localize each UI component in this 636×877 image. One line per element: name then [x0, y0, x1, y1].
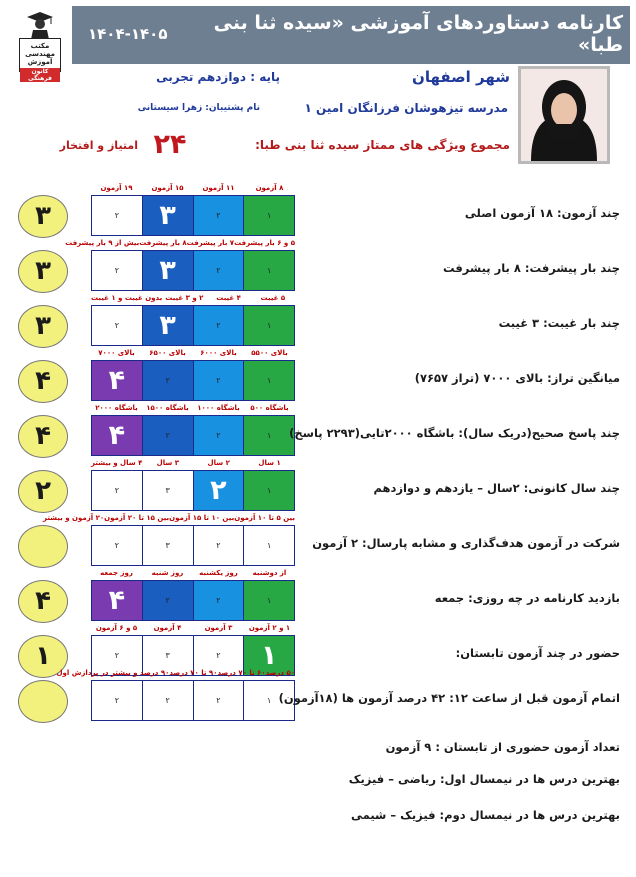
level-label: ۱۵ آزمون [151, 184, 184, 192]
level-labels [91, 294, 295, 305]
level-labels [65, 239, 295, 250]
level-label: روز جمعه [100, 569, 133, 577]
level-cell: ۱ [243, 581, 294, 620]
level-cell: ۱ [243, 361, 294, 400]
level-grid [91, 360, 295, 401]
level-label: بین ۱۵ تا ۲۰ آزمون [104, 514, 170, 522]
level-labels [91, 569, 295, 580]
student-city: شهر اصفهان [412, 68, 510, 86]
level-cell-achieved: ۴ [92, 416, 142, 455]
level-label: ۷ بار پیشرفت [186, 239, 235, 247]
level-cell-achieved: ۲ [193, 471, 244, 510]
row-question: چند پاسخ صحیح(دریک سال): باشگاه ۲۰۰۰تایی(۲۲۹۳ پاسخ) [289, 426, 620, 440]
row-score: ۴ [18, 415, 68, 458]
level-cell: ۲ [193, 416, 244, 455]
level-cell-achieved: ۱ [243, 636, 294, 675]
logo-tag: کانون فرهنگی [20, 68, 60, 82]
level-label: ۸ آزمون [255, 184, 284, 192]
student-grade: پایه : دوازدهم تجربی [156, 70, 280, 84]
level-cell: ۱ [243, 471, 294, 510]
level-label: ۲ و ۳ غیبت [165, 294, 204, 302]
level-cell: ۲ [114, 321, 120, 330]
level-label: ۵ و ۶ بار پیشرفت [234, 239, 295, 247]
row-score [18, 525, 68, 568]
level-label: ۱۱ آزمون [202, 184, 235, 192]
row-question: چند بار غیبت: ۳ غیبت [498, 316, 620, 330]
level-grid [91, 415, 295, 456]
level-label: ۵۰ درصد [265, 669, 295, 677]
logo-line: آموزش [27, 58, 53, 66]
level-cell: ۲ [193, 526, 244, 565]
level-cell: ۱ [243, 416, 294, 455]
level-label: ۱ و ۲ آزمون [248, 624, 291, 632]
level-cell: ۲ [193, 581, 244, 620]
student-photo [518, 66, 610, 164]
level-grid [91, 525, 295, 566]
level-cell-achieved: ۳ [142, 251, 193, 290]
logo-box [19, 38, 61, 82]
level-label: بالای ۶۵۰۰ [149, 349, 186, 357]
level-cell: ۲ [114, 266, 120, 275]
student-school: مدرسه تیزهوشان فرزانگان امین ۱ [304, 101, 508, 115]
title-text: کارنامه دستاوردهای آموزشی «سیده ثنا بنی طبا» [213, 12, 623, 56]
level-grid [91, 195, 295, 236]
row-question: حضور در چند آزمون تابستان: [455, 646, 620, 660]
level-cell: ۱ [243, 681, 294, 720]
level-cell: ۲ [142, 581, 193, 620]
level-label: بالای ۷۰۰۰ [98, 349, 135, 357]
level-cell: ۲ [142, 416, 193, 455]
level-label: بالای ۵۵۰۰ [251, 349, 288, 357]
level-label: بین ۵ تا ۱۰ آزمون [234, 514, 295, 522]
best-subjects-term1: بهترین درس ها در نیمسال اول: ریاضی – فیزیک [348, 772, 620, 786]
level-cell: ۲ [114, 696, 120, 705]
level-label: ۱۹ آزمون [100, 184, 133, 192]
level-cell-achieved: ۳ [142, 196, 193, 235]
level-cell: ۲ [114, 651, 120, 660]
level-label: بین ۱۰ تا ۱۵ آزمون [169, 514, 235, 522]
row-question: بازدید کارنامه در چه روزی: جمعه [434, 591, 620, 605]
level-cell: ۲ [142, 361, 193, 400]
level-cell: ۲ [193, 196, 244, 235]
level-label: ۱ سال [258, 459, 281, 467]
level-cell: ۱ [243, 526, 294, 565]
level-label: ۶۰ تا ۷۰ درصد [217, 669, 266, 677]
row-score: ۱ [18, 635, 68, 678]
level-labels [56, 669, 295, 680]
level-cell: ۲ [193, 636, 244, 675]
level-labels [91, 349, 295, 360]
level-labels [91, 404, 295, 415]
row-question: چند آزمون: ۱۸ آزمون اصلی [464, 206, 620, 220]
achievement-row [0, 241, 636, 298]
row-question: شرکت در آزمون هدف‌گذاری و مشابه پارسال: ۲ آزمون [312, 536, 620, 550]
best-subjects-term2: بهترین درس ها در نیمسال دوم: فیزیک – شیمی [350, 808, 620, 822]
level-cell: ۲ [114, 211, 120, 220]
level-cell: ۲ [193, 251, 244, 290]
row-question: اتمام آزمون قبل از ساعت ۱۲: ۴۲ درصد آزمون ها (۱۸آزمون) [278, 691, 620, 705]
level-cell: ۲ [142, 681, 193, 720]
level-cell: ۲ [114, 541, 120, 550]
achievement-row [0, 671, 636, 728]
level-cell: ۱ [243, 251, 294, 290]
level-label: باشگاه ۱۵۰۰ [146, 404, 189, 412]
level-cell: ۳ [142, 526, 193, 565]
supporter-name: نام پشتیبان: زهرا سیستانی [137, 103, 260, 113]
level-labels [42, 514, 295, 525]
achievement-row [0, 186, 636, 243]
row-score: ۳ [18, 195, 68, 238]
level-label: روز یکشنبه [199, 569, 238, 577]
level-label: ۵ غیبت [260, 294, 286, 302]
achievement-row [0, 351, 636, 408]
level-label: باشگاه ۱۰۰۰ [197, 404, 240, 412]
achievement-row [0, 461, 636, 518]
level-label: ۳ آزمون [204, 624, 233, 632]
level-label: ۹۰ تا ۷۰ درصد [169, 669, 218, 677]
level-label: بدون غیبت و ۱ غیبت [91, 294, 163, 302]
logo-line: مکتب [30, 42, 50, 50]
row-score: ۳ [18, 305, 68, 348]
row-score [18, 680, 68, 723]
level-cell: ۲ [193, 681, 244, 720]
level-label: باشگاه ۲۰۰۰ [95, 404, 138, 412]
report-title [88, 14, 623, 54]
achievement-row [0, 296, 636, 353]
kanoon-logo [15, 10, 65, 82]
level-label: ۴ غیبت [216, 294, 241, 302]
level-label: ۵ و ۶ آزمون [95, 624, 138, 632]
row-score: ۳ [18, 250, 68, 293]
row-question: چند بار پیشرفت: ۸ بار پیشرفت [443, 261, 620, 275]
level-label: باشگاه ۵۰۰ [250, 404, 289, 412]
level-label: ۳ سال [156, 459, 179, 467]
level-cell-achieved: ۴ [92, 361, 142, 400]
level-label: روز شنبه [151, 569, 184, 577]
level-label: ۲۰ آزمون و بیشتر [42, 514, 105, 522]
points-label: امتیاز و افتخار [59, 139, 138, 152]
level-labels [91, 459, 295, 470]
row-question: میانگین تراز: بالای ۷۰۰۰ (تراز ۷۶۵۷) [414, 371, 620, 385]
year-range: ۱۴۰۴-۱۴۰۵ [88, 25, 168, 43]
level-grid [91, 305, 295, 346]
level-labels [91, 624, 295, 635]
level-cell: ۲ [193, 306, 244, 345]
achievement-row [0, 406, 636, 463]
level-cell: ۱ [243, 196, 294, 235]
total-features-label: مجموع ویژگی های ممتاز سیده ثنا بنی طبا: [255, 138, 510, 152]
level-label: از دوشنبه [252, 569, 287, 577]
row-score: ۴ [18, 580, 68, 623]
level-label: ۴ آزمون [153, 624, 182, 632]
level-label: بیش از ۹ بار پیشرفت [65, 239, 140, 247]
row-score: ۲ [18, 470, 68, 513]
achievement-row [0, 571, 636, 628]
level-cell-achieved: ۴ [92, 581, 142, 620]
level-label: ۸ بار پیشرفت [139, 239, 187, 247]
logo-line: مهندسی [25, 50, 55, 58]
row-score: ۴ [18, 360, 68, 403]
level-label: بالای ۶۰۰۰ [200, 349, 237, 357]
level-cell: ۲ [193, 361, 244, 400]
level-label: ۴ سال و بیشتر [91, 459, 143, 467]
total-score: ۲۴ [153, 129, 187, 160]
level-labels [91, 184, 295, 195]
row-question: چند سال کانونی: ۲سال – یازدهم و دوازدهم [373, 481, 620, 495]
level-label: ۲ سال [207, 459, 230, 467]
level-cell: ۳ [142, 636, 193, 675]
student-portrait [521, 69, 607, 161]
summer-exam-count: تعداد آزمون حضوری از تابستان : ۹ آزمون [385, 740, 620, 754]
level-grid [91, 470, 295, 511]
level-label: ۹۰ درصد و بیشتر در پردازش اول [56, 669, 170, 677]
level-cell-achieved: ۳ [142, 306, 193, 345]
level-cell: ۲ [114, 486, 120, 495]
level-grid [91, 250, 295, 291]
level-grid [91, 680, 295, 721]
level-grid [91, 580, 295, 621]
level-cell: ۱ [243, 306, 294, 345]
level-cell: ۳ [142, 471, 193, 510]
achievement-row [0, 516, 636, 573]
